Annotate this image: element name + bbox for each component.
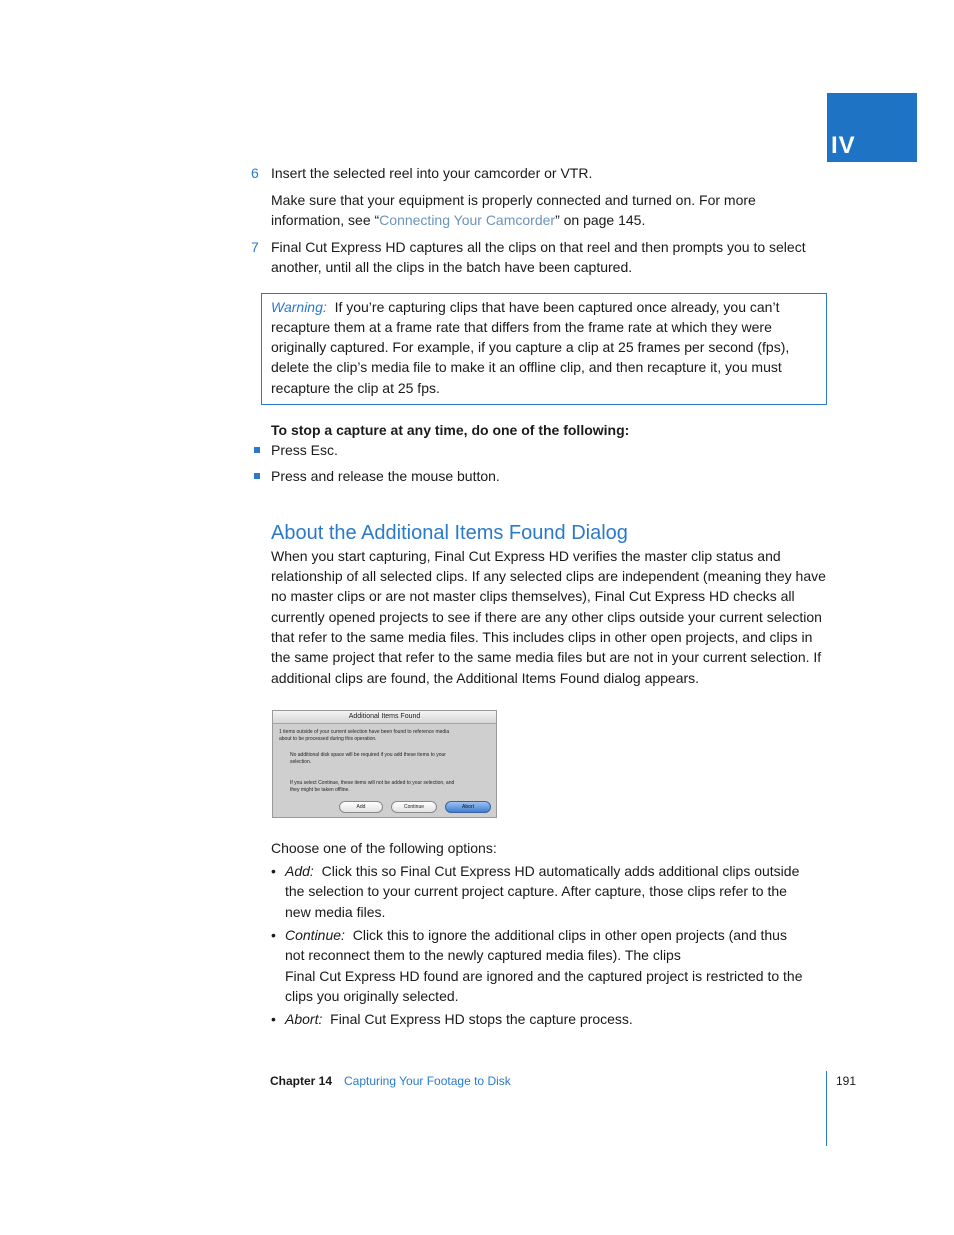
stop-bullet-1: Press Esc. — [271, 442, 338, 458]
option-continue-line2: not reconnect them to the newly captured media files). The clips — [285, 947, 681, 963]
bullet-square-icon — [254, 447, 260, 453]
para-text: ” on page 145. — [555, 212, 646, 228]
dialog-continue-button[interactable]: Continue — [391, 801, 437, 813]
footer-chapter: Chapter 14 — [270, 1074, 333, 1088]
dialog-msg3-line1: If you select Continue, these items will not be added to your selection, and — [290, 780, 455, 786]
option-add-line1 — [285, 861, 799, 881]
footer-chapter-title[interactable]: Capturing Your Footage to Disk — [344, 1074, 511, 1088]
page-number: 191 — [836, 1074, 857, 1088]
section-line: the same project that refer to the same media files but are not in your current selection. If — [271, 649, 822, 665]
step-7-line1: Final Cut Express HD captures all the clips on that reel and then prompts you to select — [271, 239, 806, 255]
dialog-msg1-line1: 1 items outside of your current selection have been found to reference media — [279, 729, 450, 735]
warning-text: If you’re capturing clips that have been captured once already, you can’t — [334, 299, 780, 315]
dialog-msg3-line2: they might be taken offline. — [290, 787, 350, 793]
stop-bullet-2: Press and release the mouse button. — [271, 468, 500, 484]
step-number-6: 6 — [251, 165, 259, 181]
warning-line1 — [271, 297, 779, 317]
bullet-dot-icon: • — [271, 863, 276, 879]
option-abort-label: Abort: — [285, 1011, 323, 1027]
dialog-msg2-line2: selection. — [290, 759, 312, 765]
warning-line4: delete the clip’s media file to make it an offline clip, and then recapture it, you must — [271, 359, 782, 375]
stop-heading: To stop a capture at any time, do one of the following: — [271, 422, 630, 438]
option-continue-line3: Final Cut Express HD found are ignored and the captured project is restricted to the — [285, 968, 803, 984]
bullet-square-icon — [254, 473, 260, 479]
section-line: no master clips or are not master clips themselves), Final Cut Express HD checks all — [271, 588, 795, 604]
dialog-msg1-line2: about to be processed during this operation. — [279, 736, 377, 742]
warning-label: Warning: — [271, 299, 327, 315]
part-tab-label: IV — [831, 132, 856, 159]
option-continue-label: Continue: — [285, 927, 345, 943]
options-intro: Choose one of the following options: — [271, 840, 497, 856]
section-line: When you start capturing, Final Cut Express HD verifies the master clip status and — [271, 548, 781, 564]
step-6-para-line2 — [271, 210, 645, 230]
bullet-dot-icon: • — [271, 927, 276, 943]
section-heading: About the Additional Items Found Dialog — [271, 522, 628, 544]
dialog-msg2-line1: No additional disk space will be required if you add these items to your — [290, 752, 446, 758]
dialog-title: Additional Items Found — [273, 711, 496, 724]
option-text: Final Cut Express HD stops the capture process. — [330, 1011, 633, 1027]
section-line: that refer to the same media files. This includes clips in other open projects, and clips in — [271, 629, 813, 645]
option-add-label: Add: — [285, 863, 314, 879]
additional-items-dialog — [272, 710, 497, 818]
para-text: information, see “ — [271, 212, 380, 228]
option-add-line3: new media files. — [285, 904, 386, 920]
warning-line2: recapture them at a frame rate that differs from the frame rate at which they were — [271, 319, 772, 335]
section-line: additional clips are found, the Additional Items Found dialog appears. — [271, 670, 700, 686]
option-text: Click this to ignore the additional clips in other open projects (and thus — [352, 927, 787, 943]
option-continue-line1 — [285, 925, 787, 945]
footer-rule — [826, 1071, 827, 1146]
connecting-camcorder-link[interactable]: Connecting Your Camcorder — [379, 212, 556, 228]
warning-line3: originally captured. For example, if you capture a clip at 25 frames per second (fps), — [271, 339, 790, 355]
option-add-line2: the selection to your current project capture. After capture, those clips refer to the — [285, 883, 787, 899]
warning-line5: recapture the clip at 25 fps. — [271, 380, 440, 396]
dialog-abort-button[interactable]: Abort — [445, 801, 491, 813]
step-7-line2: another, until all the clips in the batch have been captured. — [271, 259, 633, 275]
bullet-dot-icon: • — [271, 1011, 276, 1027]
section-line: currently opened projects to see if there are any other clips outside your current selection — [271, 609, 822, 625]
step-6-para-line1: Make sure that your equipment is properly connected and turned on. For more — [271, 192, 756, 208]
step-6-text: Insert the selected reel into your camcorder or VTR. — [271, 165, 593, 181]
dialog-add-button[interactable]: Add — [339, 801, 383, 813]
option-continue-line4: clips you originally selected. — [285, 988, 459, 1004]
option-abort-line1 — [285, 1009, 633, 1029]
option-text: Click this so Final Cut Express HD automatically adds additional clips outside — [321, 863, 800, 879]
part-tab — [827, 93, 917, 162]
step-number-7: 7 — [251, 239, 259, 255]
section-line: relationship of all selected clips. If any selected clips are independent (meaning they have — [271, 568, 826, 584]
